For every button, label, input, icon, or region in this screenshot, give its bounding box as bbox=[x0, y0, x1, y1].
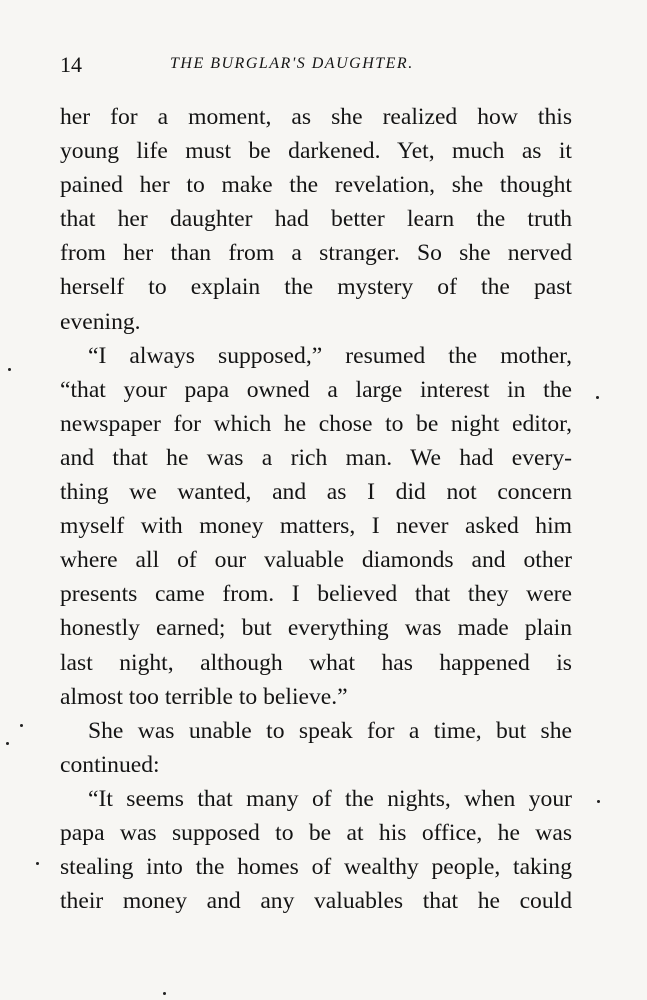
text-line: young life must be darkened. Yet, much as it bbox=[60, 138, 572, 165]
running-title: THE BURGLAR'S DAUGHTER. bbox=[170, 55, 414, 72]
text-line: “I always supposed,” resumed the mother, bbox=[88, 342, 572, 369]
margin-speck bbox=[36, 862, 39, 865]
text-line: her for a moment, as she realized how this bbox=[60, 104, 572, 130]
margin-speck bbox=[597, 800, 600, 803]
text-line: where all of our valuable diamonds and other bbox=[60, 547, 572, 574]
text-line: last night, although what has happened is bbox=[60, 649, 572, 676]
page-number: 14 bbox=[60, 52, 82, 77]
page-header bbox=[60, 52, 572, 82]
text-line: pained her to make the revelation, she thought bbox=[60, 172, 572, 199]
text-line: papa was supposed to be at his office, he was bbox=[60, 819, 572, 846]
text-line: She was unable to speak for a time, but she bbox=[88, 717, 572, 744]
text-line: continued: bbox=[60, 751, 160, 778]
text-line: herself to explain the mystery of the past bbox=[60, 274, 572, 301]
text-line: “It seems that many of the nights, when your bbox=[88, 785, 572, 812]
text-line: myself with money matters, I never asked him bbox=[60, 513, 572, 540]
text-line: newspaper for which he chose to be night editor, bbox=[60, 410, 572, 437]
text-line: almost too terrible to believe.” bbox=[60, 683, 348, 710]
margin-speck bbox=[20, 724, 23, 727]
text-line: their money and any valuables that he could bbox=[60, 888, 572, 915]
margin-speck bbox=[6, 742, 9, 745]
text-line: “that your papa owned a large interest in the bbox=[60, 376, 572, 403]
margin-speck bbox=[163, 992, 166, 995]
margin-speck bbox=[8, 368, 11, 371]
text-line: stealing into the homes of wealthy people, taking bbox=[60, 854, 572, 881]
text-line: from her than from a stranger. So she nerved bbox=[60, 240, 572, 267]
body-text bbox=[60, 100, 572, 918]
text-line: thing we wanted, and as I did not concern bbox=[60, 479, 572, 506]
text-line: presents came from. I believed that they were bbox=[60, 581, 572, 608]
text-line: evening. bbox=[60, 308, 141, 335]
text-line: that her daughter had better learn the truth bbox=[60, 206, 572, 233]
text-line: and that he was a rich man. We had every- bbox=[60, 444, 572, 471]
margin-speck bbox=[596, 396, 599, 399]
text-line: honestly earned; but everything was made plain bbox=[60, 615, 572, 642]
